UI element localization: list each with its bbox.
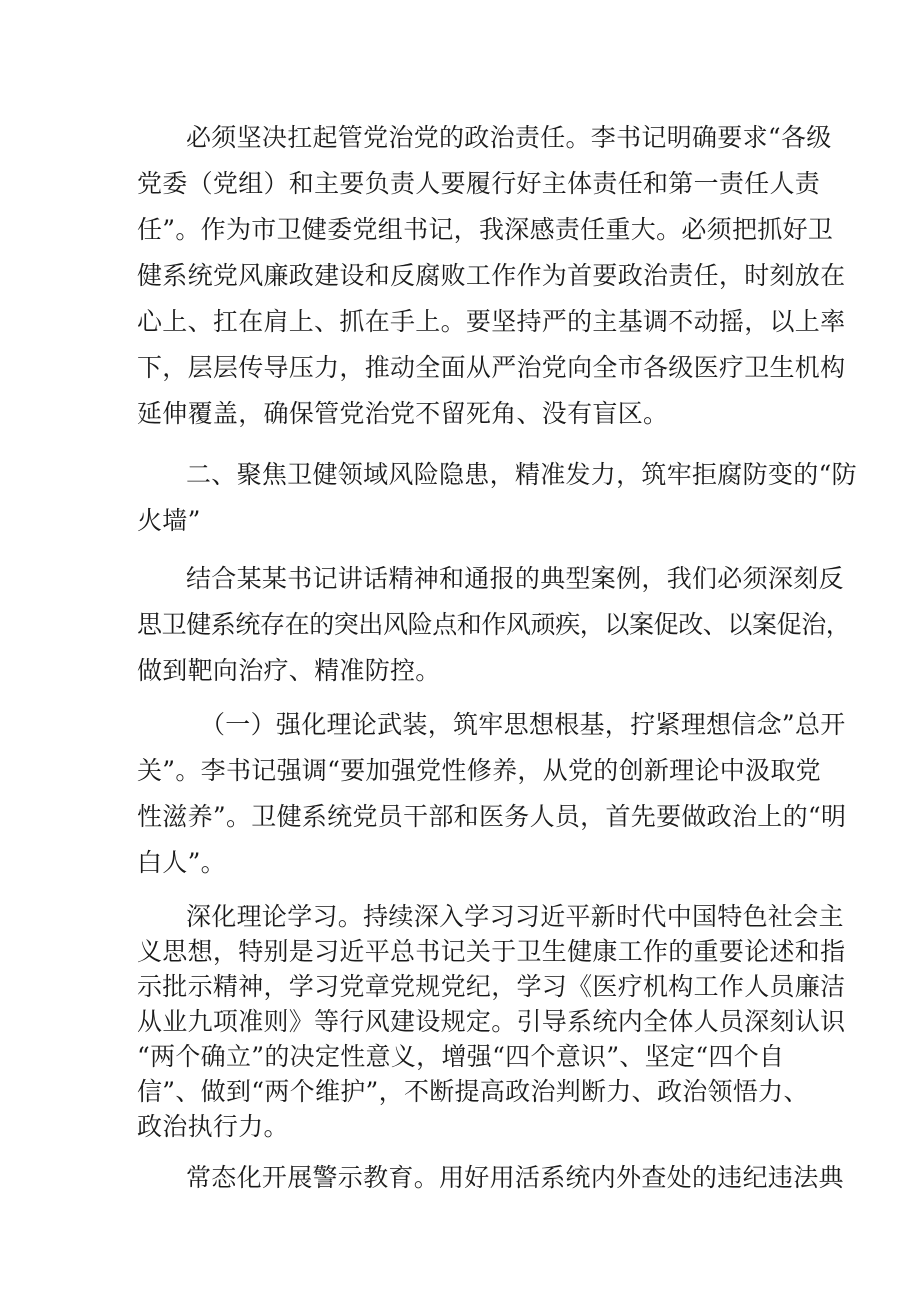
text-line: 信”、做到“两个维护”，不断提高政治判断力、政治领悟力、 bbox=[137, 1077, 809, 1106]
text-line: 示批示精神，学习党章党规党纪，学习《医疗机构工作人员廉洁 bbox=[137, 972, 846, 1001]
text-line: （一）强化理论武装，筑牢思想根基，拧紧理想信念”总开 bbox=[200, 710, 846, 739]
text-line: 心上、扛在肩上、抓在手上。要坚持严的主基调不动摇，以上率 bbox=[137, 307, 846, 336]
text-line: 白人”。 bbox=[137, 848, 226, 877]
text-line: 必须坚决扛起管党治党的政治责任。李书记明确要求“各级 bbox=[186, 123, 832, 152]
text-line: 火墙” bbox=[137, 506, 201, 535]
text-line: 党委（党组）和主要负责人要履行好主体责任和第一责任人责 bbox=[137, 169, 821, 198]
text-line: 二、聚焦卫健领域风险隐患，精准发力，筑牢拒腐防变的“防 bbox=[186, 460, 857, 489]
text-line: 义思想，特别是习近平总书记关于卫生健康工作的重要论述和指 bbox=[137, 937, 846, 966]
text-line: 从业九项准则》等行风建设规定。引导系统内全体人员深刻认识 bbox=[137, 1007, 846, 1036]
text-line: 健系统党风廉政建设和反腐败工作作为首要政治责任，时刻放在 bbox=[137, 261, 846, 290]
text-line: 下，层层传导压力，推动全面从严治党向全市各级医疗卫生机构 bbox=[137, 353, 846, 382]
text-line: 常态化开展警示教育。用好用活系统内外查处的违纪违法典 bbox=[186, 1163, 844, 1192]
text-line: 结合某某书记讲话精神和通报的典型案例，我们必须深刻反 bbox=[186, 564, 844, 593]
text-line: “两个确立”的决定性意义，增强“四个意识”、坚定“四个自 bbox=[137, 1042, 785, 1071]
text-line: 做到靶向治疗、精准防控。 bbox=[137, 656, 441, 685]
text-line: 深化理论学习。持续深入学习习近平新时代中国特色社会主 bbox=[186, 902, 844, 931]
text-line: 思卫健系统存在的突出风险点和作风顽疾，以案促改、以案促治， bbox=[137, 610, 851, 639]
text-line: 延伸覆盖，确保管党治党不留死角、没有盲区。 bbox=[137, 399, 669, 428]
text-line: 政治执行力。 bbox=[137, 1112, 289, 1141]
text-line: 性滋养”。卫健系统党员干部和医务人员，首先要做政治上的“明 bbox=[137, 802, 847, 831]
text-line: 任”。作为市卫健委党组书记，我深感责任重大。必须把抓好卫 bbox=[137, 215, 834, 244]
text-line: 关”。李书记强调“要加强党性修养，从党的创新理论中汲取党 bbox=[137, 756, 821, 785]
